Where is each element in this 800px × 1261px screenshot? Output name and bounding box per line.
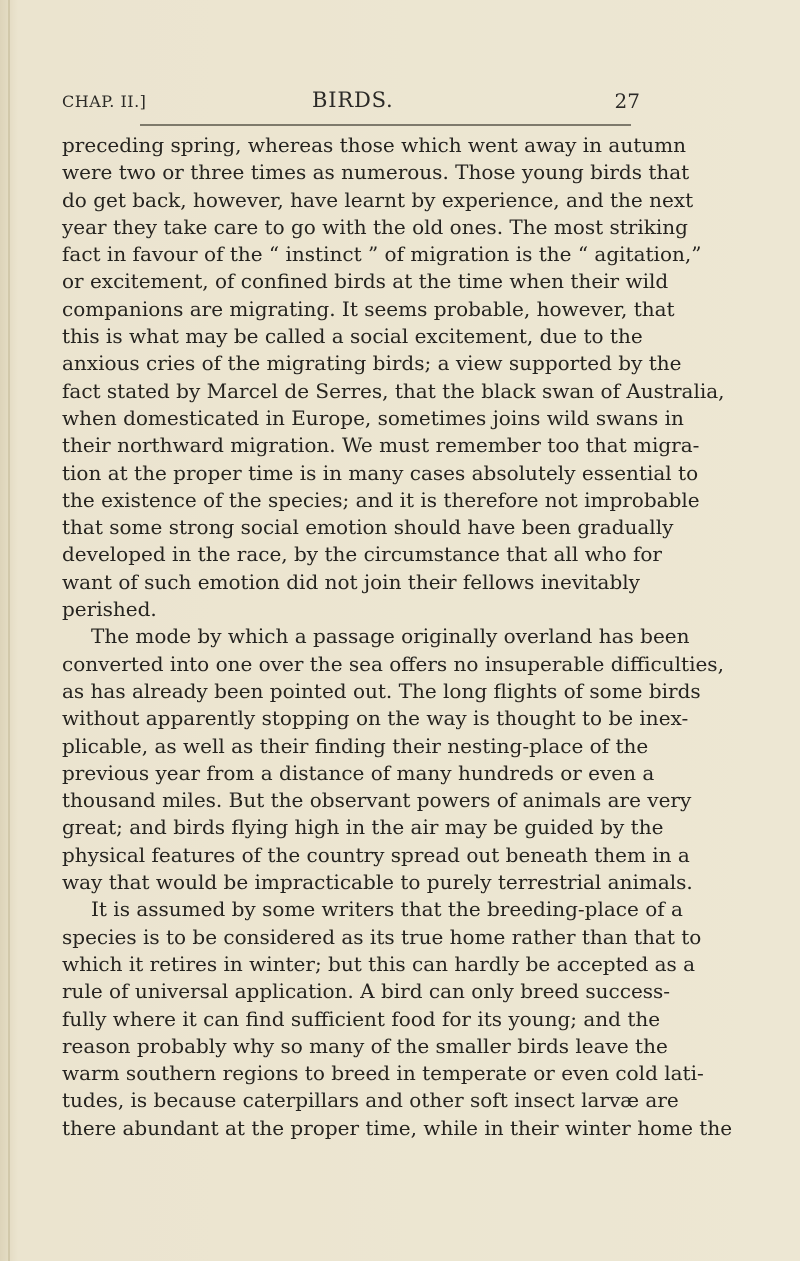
text-line: their northward migration. We must remember too that migra- — [62, 433, 700, 458]
page-edge-shadow — [8, 0, 10, 1261]
text-line: thousand miles. But the observant powers of animals are very — [62, 788, 692, 813]
text-line: converted into one over the sea offers no insuperable difficulties, — [62, 651, 724, 676]
text-line: this is what may be called a social excitement, due to the — [62, 324, 643, 349]
text-line: great; and birds flying high in the air may be guided by the — [62, 815, 664, 840]
text-line: rule of universal application. A bird can only breed success- — [62, 979, 671, 1004]
text-line: year they take care to go with the old ones. The most striking — [62, 214, 688, 239]
running-head — [62, 88, 640, 114]
body-text — [62, 132, 733, 1142]
text-line: tion at the proper time is in many cases absolutely essential to — [62, 460, 699, 485]
text-line: were two or three times as numerous. Those young birds that — [62, 160, 690, 185]
text-line: physical features of the country spread out beneath them in a — [62, 842, 690, 867]
text-line: fact in favour of the “ instinct ” of migration is the “ agitation,” — [62, 242, 702, 267]
text-line: plicable, as well as their finding their nesting-place of the — [62, 733, 649, 758]
text-line: previous year from a distance of many hundreds or even a — [62, 760, 655, 785]
text-line: as has already been pointed out. The long flights of some birds — [62, 678, 701, 703]
text-line: reason probably why so many of the smaller birds leave the — [62, 1033, 668, 1058]
text-line: fully where it can find sufficient food for its young; and the — [62, 1006, 661, 1031]
text-line: which it retires in winter; but this can hardly be accepted as a — [62, 951, 696, 976]
text-line: without apparently stopping on the way is thought to be inex- — [62, 706, 689, 731]
text-line: anxious cries of the migrating birds; a view supported by the — [62, 351, 682, 376]
text-line: preceding spring, whereas those which went away in autumn — [62, 133, 686, 157]
text-line: fact stated by Marcel de Serres, that the black swan of Australia, — [62, 378, 725, 403]
text-line: species is to be considered as its true home rather than that to — [62, 924, 702, 949]
text-line: warm southern regions to breed in temperate or even cold lati- — [62, 1061, 704, 1086]
text-line: that some strong social emotion should have been gradually — [62, 515, 674, 540]
text-line: when domesticated in Europe, sometimes joins wild swans in — [62, 405, 684, 430]
section-title: BIRDS. — [312, 88, 394, 112]
text-line: do get back, however, have learnt by experience, and the next — [62, 187, 694, 212]
paragraph-start-line: It is assumed by some writers that the breeding-place of a — [91, 897, 683, 922]
text-line: perished. — [62, 597, 157, 622]
text-line: want of such emotion did not join their fellows inevitably — [62, 569, 640, 594]
text-line: or excitement, of confined birds at the time when their wild — [62, 269, 669, 294]
text-line: way that would be impracticable to purely terrestrial animals. — [62, 870, 693, 895]
text-line: tudes, is because caterpillars and other soft insect larvæ are — [62, 1088, 679, 1113]
paragraph-start-line: The mode by which a passage originally overland has been — [91, 624, 690, 649]
text-line: developed in the race, by the circumstance that all who for — [62, 542, 662, 567]
text-line: there abundant at the proper time, while in their winter home the — [62, 1115, 733, 1140]
header-rule — [140, 124, 631, 126]
page-number: 27 — [614, 89, 640, 113]
chapter-label: CHAP. II.] — [62, 92, 147, 111]
text-line: companions are migrating. It seems probable, however, that — [62, 296, 675, 321]
text-line: the existence of the species; and it is therefore not improbable — [62, 487, 700, 512]
